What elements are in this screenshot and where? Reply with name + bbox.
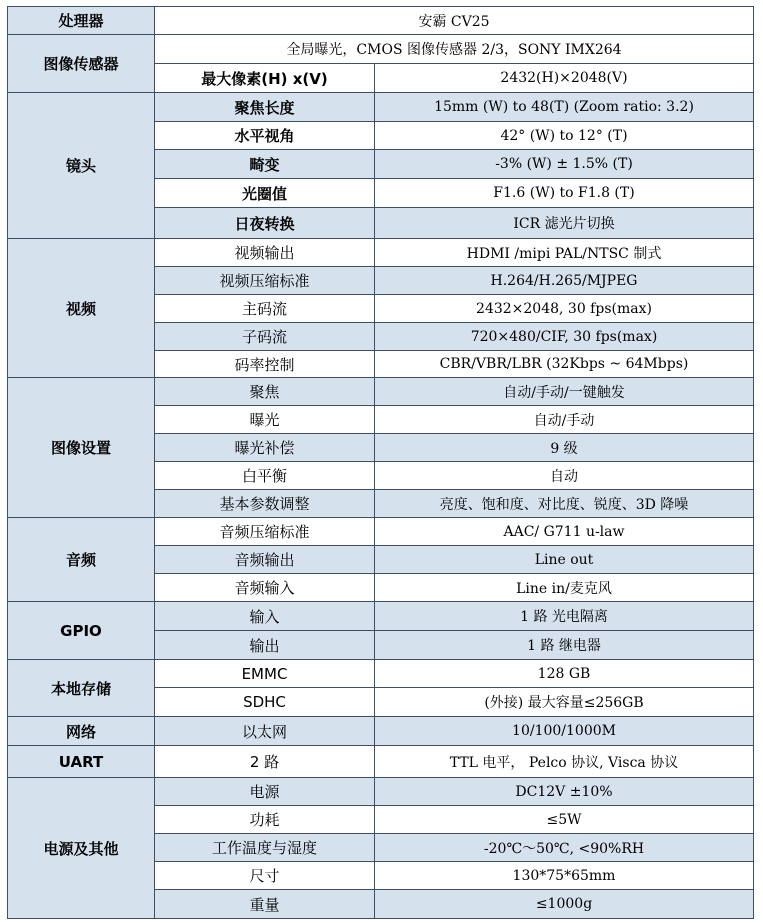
value-cell: 128 GB bbox=[375, 660, 754, 688]
table-row bbox=[8, 35, 754, 64]
category-cell: 镜头 bbox=[8, 93, 155, 239]
subitem-cell: 子码流 bbox=[155, 323, 375, 351]
value-cell: 自动/手动/一键触发 bbox=[375, 378, 754, 406]
subitem-cell: 功耗 bbox=[155, 806, 375, 834]
table-row bbox=[8, 660, 754, 688]
value-cell: 9 级 bbox=[375, 434, 754, 462]
category-cell: UART bbox=[8, 746, 155, 778]
value-cell: DC12V ±10% bbox=[375, 778, 754, 806]
subitem-cell: 聚焦 bbox=[155, 378, 375, 406]
value-cell: 720×480/CIF, 30 fps(max) bbox=[375, 323, 754, 351]
value-cell: CBR/VBR/LBR (32Kbps ~ 64Mbps) bbox=[375, 351, 754, 378]
value-cell: Line in/麦克风 bbox=[375, 574, 754, 602]
subitem-cell: 尺寸 bbox=[155, 862, 375, 890]
subitem-cell: 输入 bbox=[155, 602, 375, 631]
category-cell: 图像设置 bbox=[8, 378, 155, 518]
subitem-cell: 日夜转换 bbox=[155, 208, 375, 239]
subitem-cell: 白平衡 bbox=[155, 462, 375, 490]
table-row bbox=[8, 7, 754, 35]
subitem-cell: 码率控制 bbox=[155, 351, 375, 378]
subitem-cell: 工作温度与湿度 bbox=[155, 834, 375, 862]
category-cell: GPIO bbox=[8, 602, 155, 660]
subitem-cell: 曝光 bbox=[155, 406, 375, 434]
category-cell: 电源及其他 bbox=[8, 778, 155, 919]
value-cell: 130*75*65mm bbox=[375, 862, 754, 890]
value-cell: 10/100/1000M bbox=[375, 717, 754, 746]
value-cell: 亮度、饱和度、对比度、锐度、3D 降噪 bbox=[375, 490, 754, 518]
subitem-cell: EMMC bbox=[155, 660, 375, 688]
table-row bbox=[8, 778, 754, 806]
subitem-cell: 重量 bbox=[155, 890, 375, 919]
subitem-cell: 电源 bbox=[155, 778, 375, 806]
value-cell: (外接) 最大容量≤256GB bbox=[375, 688, 754, 717]
value-cell: 自动 bbox=[375, 462, 754, 490]
value-cell: 自动/手动 bbox=[375, 406, 754, 434]
subitem-cell: 水平视角 bbox=[155, 122, 375, 150]
subitem-cell: 音频输出 bbox=[155, 546, 375, 574]
table-row bbox=[8, 239, 754, 267]
table-row bbox=[8, 602, 754, 631]
spec-table bbox=[7, 6, 754, 919]
subitem-cell: 2 路 bbox=[155, 746, 375, 778]
category-cell: 本地存储 bbox=[8, 660, 155, 717]
subitem-cell: 音频输入 bbox=[155, 574, 375, 602]
value-cell: 1 路 继电器 bbox=[375, 631, 754, 660]
value-cell: 15mm (W) to 48(T) (Zoom ratio: 3.2) bbox=[375, 93, 754, 122]
value-cell: 安霸 CV25 bbox=[155, 7, 754, 35]
category-cell: 视频 bbox=[8, 239, 155, 378]
table-row bbox=[8, 378, 754, 406]
subitem-cell: 基本参数调整 bbox=[155, 490, 375, 518]
value-cell: H.264/H.265/MJPEG bbox=[375, 267, 754, 295]
table-row bbox=[8, 518, 754, 546]
subitem-cell: 以太网 bbox=[155, 717, 375, 746]
value-cell: Line out bbox=[375, 546, 754, 574]
subitem-cell: 聚焦长度 bbox=[155, 93, 375, 122]
value-cell: ICR 滤光片切换 bbox=[375, 208, 754, 239]
subitem-cell: 视频压缩标准 bbox=[155, 267, 375, 295]
value-cell: -20℃～50℃, <90%RH bbox=[375, 834, 754, 862]
table-row bbox=[8, 746, 754, 778]
value-cell: F1.6 (W) to F1.8 (T) bbox=[375, 179, 754, 208]
category-cell: 处理器 bbox=[8, 7, 155, 35]
category-cell: 图像传感器 bbox=[8, 35, 155, 93]
value-cell: 全局曝光，CMOS 图像传感器 2/3，SONY IMX264 bbox=[155, 35, 754, 64]
value-cell: 42° (W) to 12° (T) bbox=[375, 122, 754, 150]
category-cell: 音频 bbox=[8, 518, 155, 602]
value-cell: -3% (W) ± 1.5% (T) bbox=[375, 150, 754, 179]
category-cell: 网络 bbox=[8, 717, 155, 746]
subitem-cell: 最大像素(H) x(V) bbox=[155, 64, 375, 93]
subitem-cell: 视频输出 bbox=[155, 239, 375, 267]
subitem-cell: 输出 bbox=[155, 631, 375, 660]
table-row bbox=[8, 93, 754, 122]
subitem-cell: 光圈值 bbox=[155, 179, 375, 208]
value-cell: 2432(H)×2048(V) bbox=[375, 64, 754, 93]
table-row bbox=[8, 717, 754, 746]
subitem-cell: SDHC bbox=[155, 688, 375, 717]
subitem-cell: 曝光补偿 bbox=[155, 434, 375, 462]
value-cell: HDMI /mipi PAL/NTSC 制式 bbox=[375, 239, 754, 267]
value-cell: AAC/ G711 u-law bbox=[375, 518, 754, 546]
subitem-cell: 主码流 bbox=[155, 295, 375, 323]
value-cell: TTL 电平， Pelco 协议, Visca 协议 bbox=[375, 746, 754, 778]
subitem-cell: 音频压缩标准 bbox=[155, 518, 375, 546]
value-cell: 1 路 光电隔离 bbox=[375, 602, 754, 631]
value-cell: 2432×2048, 30 fps(max) bbox=[375, 295, 754, 323]
subitem-cell: 畸变 bbox=[155, 150, 375, 179]
value-cell: ≤5W bbox=[375, 806, 754, 834]
value-cell: ≤1000g bbox=[375, 890, 754, 919]
